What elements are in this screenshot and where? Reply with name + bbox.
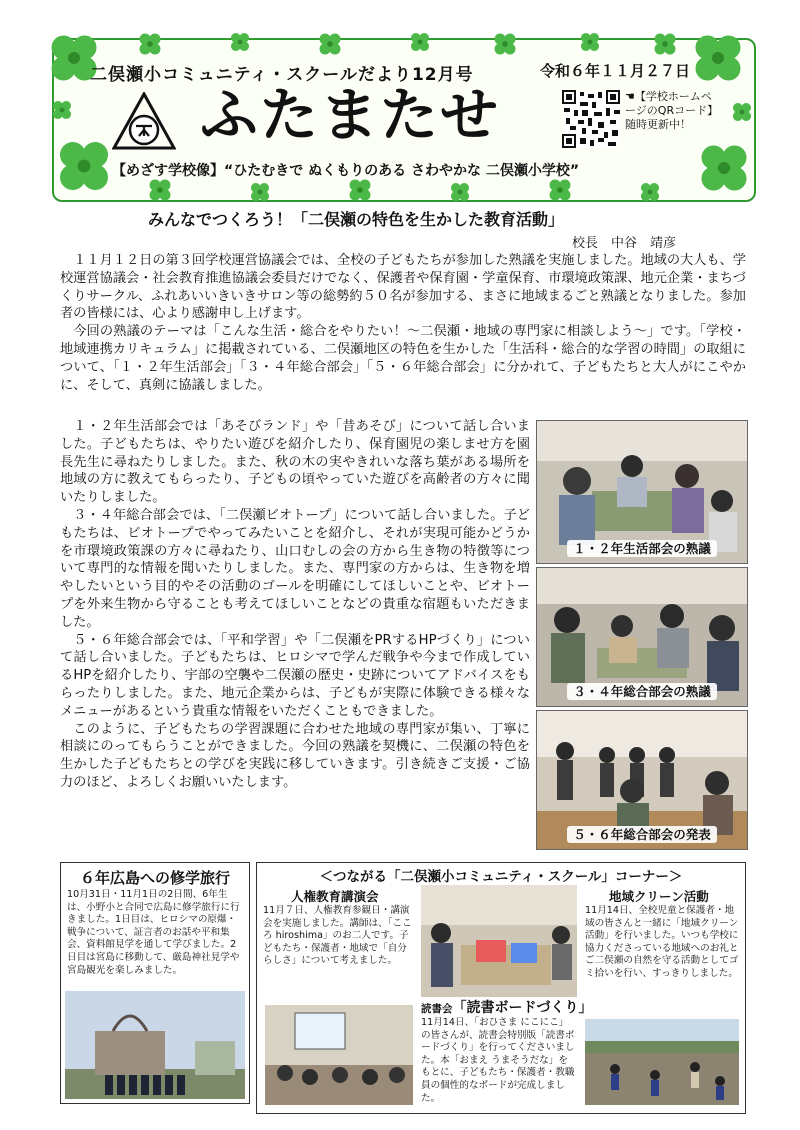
article-body — [60, 418, 530, 792]
photo-grade12-discussion — [536, 420, 748, 564]
clover-icon — [581, 33, 599, 51]
corner-title: ＜つながる「二俣瀬小コミュニティ・スクール」コーナー＞ — [319, 869, 683, 885]
human-rights-title: 人権教育講演会 — [291, 889, 379, 904]
photo-caption: ３・４年総合部会の熟議 — [537, 682, 747, 700]
reading-text: 11月14日、「おひさま にこにこ」の皆さんが、読書会特別版「読書ボードづくり」を行ってくださいました。本「おまえ うまそうだな」をもとに、子どもたち・保護者・教職員の個性的なボードが完成しました。 — [421, 1017, 575, 1104]
reading-title-row — [421, 997, 593, 1017]
article-author: 校長 中谷 靖彦 — [572, 236, 677, 251]
article-intro — [60, 252, 746, 394]
clover-icon — [550, 180, 571, 201]
clover-icon — [320, 34, 341, 55]
photo-atomic-bomb-dome — [65, 991, 245, 1099]
human-rights-text: 11月７日、人権教育参観日・講演会を実施しました。講師は、「こころ hiroshima」のお二人です。子どもたち・保護者・地域で「自分らしさ」について考えました。 — [263, 905, 412, 967]
issue-date: 令和６年１１月２７日 — [540, 62, 691, 80]
clover-icon — [696, 36, 741, 81]
qr-caption: ☚【学校ホームページのQRコード】随時更新中！ — [625, 90, 713, 131]
clover-icon — [733, 103, 751, 121]
photo-cleanup-activity — [585, 1019, 739, 1105]
school-trip-box — [60, 862, 250, 1104]
photo-caption: ５・６年総合部会の発表 — [537, 825, 747, 843]
photo-human-rights-lecture — [265, 1005, 413, 1105]
paragraph: １１月１２日の第３回学校運営協議会では、全校の子どもたちが参加した熟議を実施しました。地域の大人も、学校運営協議会・社会教育推進協議会委員だけでなく、保護者や保育園・学童保育、市環境政策課、地元企業・まちづくりサークル、ふれあいいきいきサロン等の総勢約５０名が参加する、まさに地域まるごと熟議となりました。参加者の皆様には、心より感謝申し上げます。 — [60, 253, 746, 322]
cleanup-text: 11月14日、全校児童と保護者・地域の皆さんと一緒に「地域クリーン活動」を行いました。いつも学校に協力くださっている地域へのお礼とご二俣瀬の自然を守る活動としてゴミ拾いを行い、すっきりしました。 — [585, 905, 739, 979]
clover-icon — [350, 180, 371, 201]
clover-icon — [495, 34, 516, 55]
photo-reading-board — [421, 885, 577, 997]
qr-code-icon[interactable] — [562, 90, 620, 148]
clover-icon — [150, 180, 171, 201]
trip-text: 10月31日・11月1日の2日間、6年生は、小野小と合同で広島に修学旅行に行きました。1日目は、ヒロシマの原爆・戦争について、証言者のお話や平和集会、資料館見学を通して学びました。2日目は宮島に移動して、厳島神社見学や宮島観光を楽しみました。 — [67, 889, 240, 976]
clover-icon — [655, 34, 676, 55]
school-motto: 【めざす学校像】“ひたむきで ぬくもりのある さわやかな 二俣瀬小学校” — [112, 163, 580, 179]
paragraph: ３・４年総合部会では、「二俣瀬ビオトープ」について話し合いました。子どもたちは、ビオトープでやってみたいことを紹介し、それが実現可能かどうかを市環境政策課の方々に尋ねたり、山口むしの会の方から生き物の特徴等について専門的な情報を聞いたりしました。また、専門家の方からは、生き物を増やしたいという目的やその活動のゴールを明確にしてほしいことや、ビオトープを外来生物から守ることも考えてほしいことなどの貴重な宿題もいただきました。 — [60, 507, 530, 630]
community-school-corner — [256, 862, 746, 1114]
main-title: ふたまたせ — [200, 81, 501, 149]
clover-icon — [60, 142, 108, 190]
clover-icon — [251, 183, 269, 201]
trip-title: ６年広島への修学旅行 — [79, 869, 230, 887]
paragraph: 今回の熟議のテーマは「こんな生活・総合をやりたい！～二俣瀬・地域の専門家に相談しよう～」です。「学校・地域連携カリキュラム」に掲載されている、二俣瀬地区の特色を生かした「生活科・総合的な学習の時間」の取組について、「１・２年生活部会」「３・４年総合部会」「５・６年総合部会」に分かれて、子どもたちと大人がにこやかに、そして、真剣に協議しました。 — [60, 324, 746, 393]
paragraph: ５・６年総合部会では、「平和学習」や「二俣瀬をPRするHPづくり」について話し合いました。子どもたちは、ヒロシマで学んだ戦争や今まで作成しているHPを紹介したり、宇部の空襲や二俣瀬の歴史・史跡についてアドバイスをもらったりしました。また、地元企業からは、子どもが実際に体験できる様々なメニューがあるという貴重な情報をいただくこともできました。 — [60, 632, 530, 719]
paragraph: １・２年生活部会では「あそびランド」や「昔あそび」について話し合いました。子どもたちは、やりたい遊びを紹介したり、保育園児の楽しませ方を園長先生に尋ねたりしました。また、秋の木の実やきれいな落ち葉がある場所を地域の方に教えてもらったり、子どもの頃やっていた遊びを高齢者の方々に聞いたりしました。 — [60, 419, 530, 506]
series-title: 二俣瀬小コミュニティ・スクールだより12月号 — [90, 65, 474, 85]
article-headline: みんなでつくろう！「二俣瀬の特色を生かした教育活動」 — [148, 210, 565, 229]
reading-prefix: 読書会 — [421, 1003, 453, 1015]
clover-icon — [231, 33, 249, 51]
photo-caption: １・２年生活部会の熟議 — [537, 539, 747, 557]
photo-grade56-presentation — [536, 710, 748, 850]
clover-icon — [53, 101, 71, 119]
paragraph: このように、子どもたちの学習課題に合わせた地域の専門家が集い、丁寧に相談にのってもらうことができました。今回の熟議を契機に、二俣瀬の特色を生かした子どもたちとの学びを実践に移していきます。引き続きご支援・ご協力のほど、よろしくお願いいたします。 — [60, 721, 530, 790]
school-emblem-icon — [112, 92, 176, 152]
clover-icon — [702, 146, 747, 191]
photo-grade34-discussion — [536, 567, 748, 707]
reading-title: 「読書ボードづくり」 — [452, 1000, 593, 1016]
clover-icon — [140, 34, 161, 55]
clover-icon — [411, 33, 429, 51]
cleanup-title: 地域クリーン活動 — [609, 889, 709, 904]
clover-icon — [641, 183, 659, 201]
clover-icon — [451, 183, 469, 201]
